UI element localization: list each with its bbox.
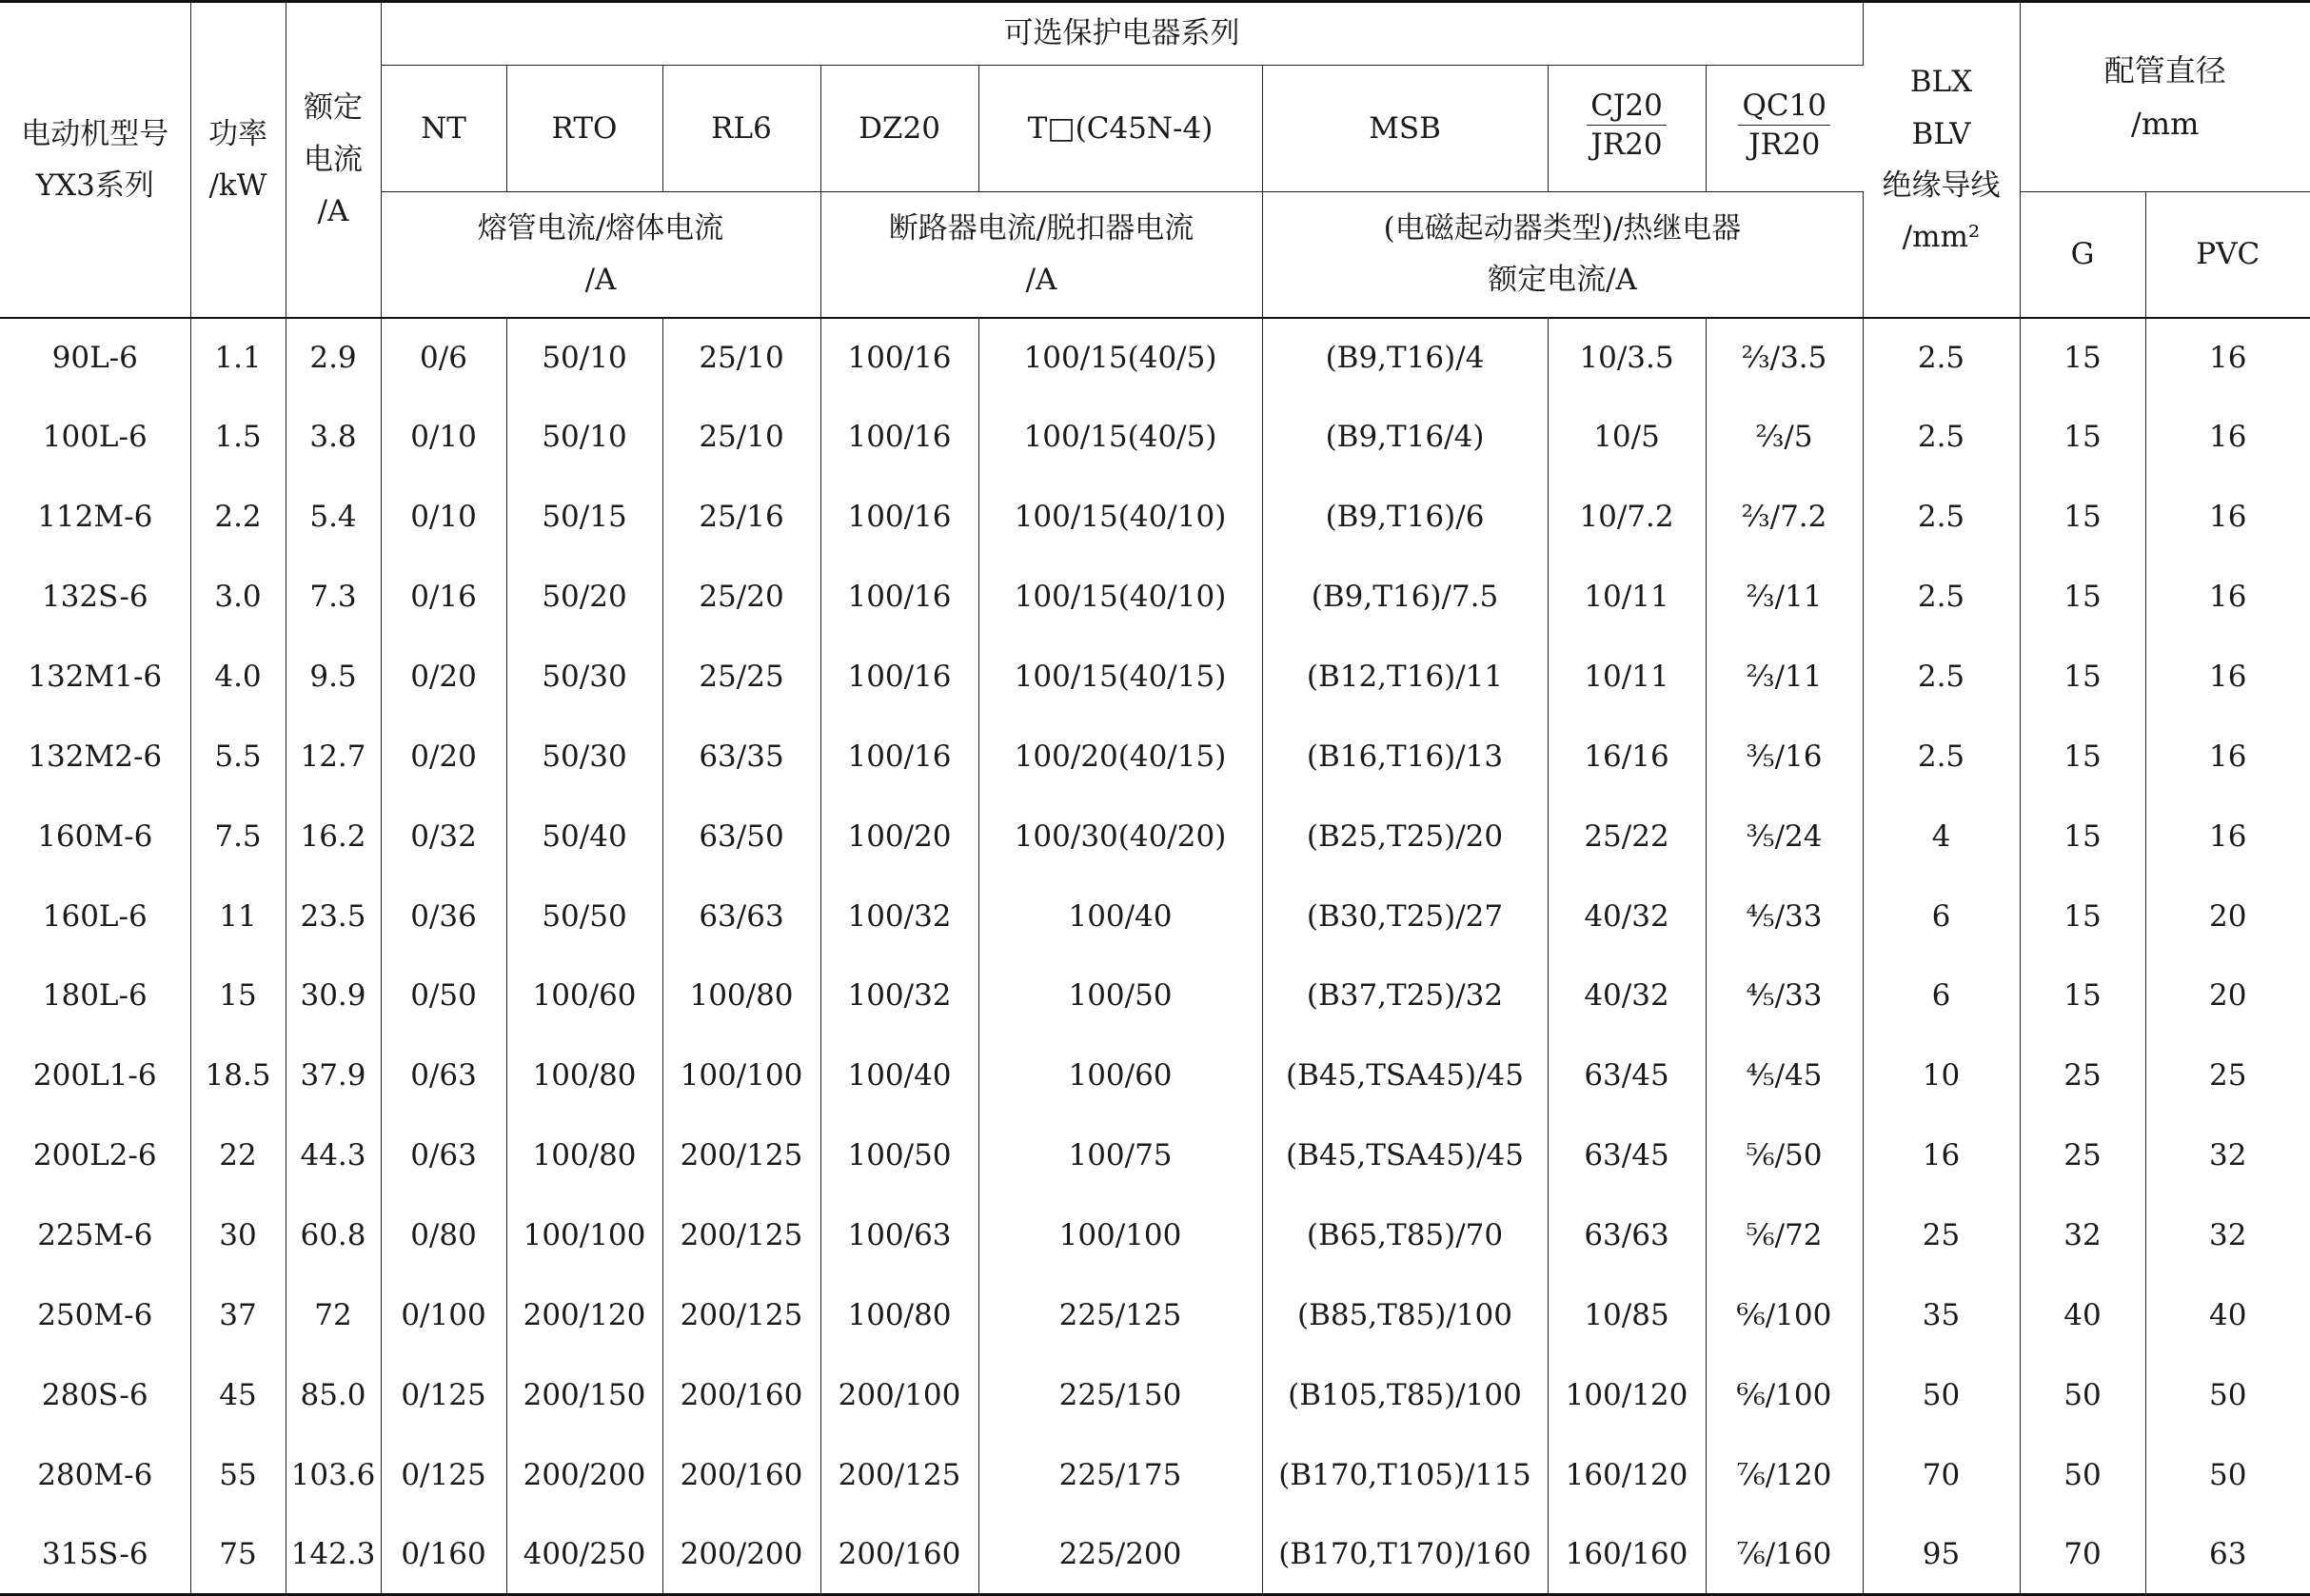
- cell-pipe-pvc: 32: [2209, 1218, 2247, 1253]
- cell-rated-current: 7.3: [286, 557, 381, 637]
- header-power: 功率 /kW: [190, 2, 286, 318]
- cell-rl6: 25/20: [662, 557, 820, 637]
- cell-power: 75: [190, 1515, 286, 1595]
- table-row: [0, 1515, 2310, 1595]
- cell-rated-current: 142.3: [286, 1515, 381, 1595]
- cell-model: 200L1-6: [0, 1035, 190, 1115]
- cell-dz20: 100/16: [820, 477, 978, 557]
- cell-rl6: 25/25: [662, 637, 820, 717]
- cell-msb: (B16,T16)/13: [1262, 717, 1548, 797]
- cell-t-series: 100/30(40/20): [978, 797, 1262, 877]
- cell-rl6: 200/200: [662, 1515, 820, 1595]
- cell-msb: (B45,TSA45)/45: [1262, 1035, 1548, 1115]
- cell-qc10-jr20: ⅚/50: [1706, 1115, 1863, 1195]
- cell-pipe-g: 70: [2020, 1515, 2145, 1595]
- cell-model: 180L-6: [0, 956, 190, 1036]
- cell-pipe-pvc: 50: [2209, 1457, 2247, 1492]
- cell-rl6: 63/50: [662, 797, 820, 877]
- cell-nt: 0/20: [381, 637, 506, 717]
- cell-rated-current: 5.4: [286, 477, 381, 557]
- cell-pipe-g: 15: [2020, 477, 2145, 557]
- cell-pipe-g: 32: [2020, 1195, 2145, 1275]
- cell-t-series: 100/15(40/10): [978, 477, 1262, 557]
- cell-qc10-jr20: ⁶⁄₆/100: [1706, 1275, 1863, 1355]
- cell-rl6: 100/80: [662, 956, 820, 1036]
- cell-t-series: 100/15(40/5): [978, 397, 1262, 477]
- cell-nt: 0/80: [381, 1195, 506, 1275]
- cell-dz20: 100/16: [820, 397, 978, 477]
- cell-t-series: 225/125: [978, 1275, 1262, 1355]
- cell-rated-current: 2.9: [286, 318, 381, 398]
- cell-pipe-pvc: 20: [2209, 978, 2247, 1014]
- header-cj20-jr20: [1548, 66, 1706, 192]
- cell-rl6: 200/125: [662, 1275, 820, 1355]
- cell-wire: 2.5: [1863, 477, 2020, 557]
- cell-model: 112M-6: [0, 477, 190, 557]
- header-nt: NT: [381, 66, 506, 192]
- header-rto: RTO: [506, 66, 662, 192]
- cell-model: 280S-6: [0, 1355, 190, 1435]
- cell-rto: 200/120: [506, 1275, 662, 1355]
- cell-cj20-jr20: 63/63: [1548, 1195, 1706, 1275]
- cell-wire: 25: [1863, 1195, 2020, 1275]
- table-row: [0, 1275, 2310, 1355]
- cell-wire: 16: [1863, 1115, 2020, 1195]
- cell-power: 11: [190, 877, 286, 956]
- cell-qc10-jr20: ⁷⁄₆/120: [1706, 1435, 1863, 1515]
- cell-t-series: 225/200: [978, 1515, 1262, 1595]
- cell-dz20: 100/50: [820, 1115, 978, 1195]
- cell-cj20-jr20: 10/7.2: [1548, 477, 1706, 557]
- cell-pipe-g: 50: [2020, 1435, 2145, 1515]
- cell-pipe-g: 50: [2020, 1355, 2145, 1435]
- cell-t-series: 100/40: [978, 877, 1262, 956]
- table-body: [0, 318, 2310, 1595]
- cell-pipe-g: 25: [2020, 1115, 2145, 1195]
- cell-t-series: 100/100: [978, 1195, 1262, 1275]
- fraction-label: [1738, 87, 1830, 165]
- cell-rated-current: 103.6: [286, 1435, 381, 1515]
- cell-pipe-pvc: 20: [2209, 898, 2247, 934]
- cell-dz20: 100/32: [820, 956, 978, 1036]
- cell-cj20-jr20: 160/120: [1548, 1435, 1706, 1515]
- cell-nt: 0/36: [381, 877, 506, 956]
- cell-cj20-jr20: 10/85: [1548, 1275, 1706, 1355]
- cell-qc10-jr20: ⅗/16: [1706, 717, 1863, 797]
- header-pipe-diameter: 配管直径 /mm: [2020, 2, 2310, 192]
- cell-model: 160M-6: [0, 797, 190, 877]
- cell-pipe-g: 15: [2020, 557, 2145, 637]
- cell-rl6: 200/125: [662, 1115, 820, 1195]
- cell-rto: 400/250: [506, 1515, 662, 1595]
- table-row: [0, 1195, 2310, 1275]
- cell-rl6: 63/63: [662, 877, 820, 956]
- cell-pipe-pvc: 25: [2209, 1058, 2247, 1094]
- cell-wire: 2.5: [1863, 637, 2020, 717]
- cell-model: 200L2-6: [0, 1115, 190, 1195]
- header-fuse-current: 熔管电流/熔体电流 /A: [381, 192, 820, 318]
- header-motor-model: 电动机型号 YX3系列: [0, 2, 190, 318]
- cell-cj20-jr20: 40/32: [1548, 956, 1706, 1036]
- table-row: [0, 1355, 2310, 1435]
- cell-dz20: 200/160: [820, 1515, 978, 1595]
- cell-nt: 0/16: [381, 557, 506, 637]
- table-row: [0, 557, 2310, 637]
- cell-qc10-jr20: ⁶⁄₆/100: [1706, 1355, 1863, 1435]
- cell-nt: 0/63: [381, 1035, 506, 1115]
- numerator: QC10: [1738, 87, 1830, 126]
- table-header: [0, 2, 2310, 318]
- cell-nt: 0/10: [381, 477, 506, 557]
- table-row: [0, 397, 2310, 477]
- cell-power: 37: [190, 1275, 286, 1355]
- cell-power: 18.5: [190, 1035, 286, 1115]
- cell-model: 280M-6: [0, 1435, 190, 1515]
- cell-wire: 4: [1863, 797, 2020, 877]
- cell-t-series: 100/15(40/5): [978, 318, 1262, 398]
- cell-cj20-jr20: 10/3.5: [1548, 318, 1706, 398]
- cell-cj20-jr20: 100/120: [1548, 1355, 1706, 1435]
- numerator: CJ20: [1587, 87, 1667, 126]
- cell-rated-current: 37.9: [286, 1035, 381, 1115]
- cell-t-series: 100/15(40/10): [978, 557, 1262, 637]
- cell-power: 3.0: [190, 557, 286, 637]
- cell-rl6: 200/160: [662, 1355, 820, 1435]
- cell-rto: 50/10: [506, 397, 662, 477]
- cell-model: 160L-6: [0, 877, 190, 956]
- cell-dz20: 200/100: [820, 1355, 978, 1435]
- cell-t-series: 100/60: [978, 1035, 1262, 1115]
- cell-pipe-g: 15: [2020, 717, 2145, 797]
- cell-rto: 50/20: [506, 557, 662, 637]
- cell-t-series: 100/15(40/15): [978, 637, 1262, 717]
- cell-nt: 0/125: [381, 1355, 506, 1435]
- cell-rto: 100/80: [506, 1035, 662, 1115]
- cell-cj20-jr20: 10/11: [1548, 637, 1706, 717]
- cell-msb: (B9,T16)/7.5: [1262, 557, 1548, 637]
- cell-model: 315S-6: [0, 1515, 190, 1595]
- cell-msb: (B65,T85)/70: [1262, 1195, 1548, 1275]
- cell-rl6: 100/100: [662, 1035, 820, 1115]
- cell-power: 45: [190, 1355, 286, 1435]
- cell-qc10-jr20: ⅔/11: [1706, 637, 1863, 717]
- cell-rto: 100/80: [506, 1115, 662, 1195]
- cell-msb: (B9,T16)/6: [1262, 477, 1548, 557]
- cell-wire: 6: [1863, 956, 2020, 1036]
- cell-rated-current: 12.7: [286, 717, 381, 797]
- cell-rto: 50/10: [506, 318, 662, 398]
- cell-model: 132M1-6: [0, 637, 190, 717]
- cell-rto: 50/50: [506, 877, 662, 956]
- cell-qc10-jr20: ⅔/5: [1706, 397, 1863, 477]
- cell-power: 55: [190, 1435, 286, 1515]
- cell-msb: (B170,T170)/160: [1262, 1515, 1548, 1595]
- cell-nt: 0/100: [381, 1275, 506, 1355]
- header-pipe-pvc: PVC: [2145, 192, 2310, 318]
- cell-rated-current: 9.5: [286, 637, 381, 717]
- cell-pipe-pvc: 16: [2209, 659, 2247, 694]
- cell-rl6: 200/160: [662, 1435, 820, 1515]
- cell-rto: 100/100: [506, 1195, 662, 1275]
- cell-cj20-jr20: 10/11: [1548, 557, 1706, 637]
- table-row: [0, 797, 2310, 877]
- cell-rated-current: 44.3: [286, 1115, 381, 1195]
- cell-dz20: 100/20: [820, 797, 978, 877]
- cell-pipe-pvc: 16: [2209, 818, 2247, 854]
- header-t-series: T□(C45N-4): [978, 66, 1262, 192]
- cell-dz20: 100/40: [820, 1035, 978, 1115]
- cell-pipe-g: 15: [2020, 637, 2145, 717]
- cell-wire: 2.5: [1863, 557, 2020, 637]
- table-row: [0, 1115, 2310, 1195]
- cell-qc10-jr20: ⅔/3.5: [1706, 318, 1863, 398]
- table-row: [0, 877, 2310, 956]
- cell-t-series: 100/20(40/15): [978, 717, 1262, 797]
- cell-power: 1.5: [190, 397, 286, 477]
- cell-pipe-g: 15: [2020, 797, 2145, 877]
- cell-pipe-pvc: 40: [2209, 1297, 2247, 1332]
- cell-msb: (B37,T25)/32: [1262, 956, 1548, 1036]
- cell-rto: 50/30: [506, 637, 662, 717]
- cell-nt: 0/20: [381, 717, 506, 797]
- cell-msb: (B9,T16)/4: [1262, 318, 1548, 398]
- cell-rated-current: 60.8: [286, 1195, 381, 1275]
- cell-wire: 6: [1863, 877, 2020, 956]
- cell-pipe-pvc: 16: [2209, 340, 2247, 375]
- cell-wire: 35: [1863, 1275, 2020, 1355]
- cell-power: 4.0: [190, 637, 286, 717]
- cell-nt: 0/32: [381, 797, 506, 877]
- cell-wire: 70: [1863, 1435, 2020, 1515]
- cell-wire: 95: [1863, 1515, 2020, 1595]
- cell-qc10-jr20: ⅘/33: [1706, 956, 1863, 1036]
- cell-t-series: 225/150: [978, 1355, 1262, 1435]
- cell-cj20-jr20: 160/160: [1548, 1515, 1706, 1595]
- cell-pipe-pvc: 16: [2209, 580, 2247, 615]
- table-row: [0, 1435, 2310, 1515]
- cell-power: 1.1: [190, 318, 286, 398]
- cell-nt: 0/10: [381, 397, 506, 477]
- cell-cj20-jr20: 63/45: [1548, 1035, 1706, 1115]
- cell-qc10-jr20: ⁷⁄₆/160: [1706, 1515, 1863, 1595]
- cell-msb: (B12,T16)/11: [1262, 637, 1548, 717]
- cell-dz20: 100/63: [820, 1195, 978, 1275]
- cell-nt: 0/6: [381, 318, 506, 398]
- cell-power: 2.2: [190, 477, 286, 557]
- cell-rl6: 25/10: [662, 397, 820, 477]
- cell-qc10-jr20: ⅔/7.2: [1706, 477, 1863, 557]
- cell-rated-current: 85.0: [286, 1355, 381, 1435]
- cell-t-series: 100/75: [978, 1115, 1262, 1195]
- cell-power: 30: [190, 1195, 286, 1275]
- fraction-label: [1587, 87, 1667, 165]
- table-row: [0, 1035, 2310, 1115]
- cell-cj20-jr20: 25/22: [1548, 797, 1706, 877]
- cell-pipe-pvc: 32: [2209, 1138, 2247, 1173]
- header-rated-current: 额定 电流 /A: [286, 2, 381, 318]
- cell-model: 250M-6: [0, 1275, 190, 1355]
- cell-msb: (B85,T85)/100: [1262, 1275, 1548, 1355]
- cell-cj20-jr20: 40/32: [1548, 877, 1706, 956]
- denominator: JR20: [1748, 128, 1821, 163]
- cell-t-series: 225/175: [978, 1435, 1262, 1515]
- cell-rto: 200/200: [506, 1435, 662, 1515]
- cell-msb: (B25,T25)/20: [1262, 797, 1548, 877]
- cell-dz20: 100/80: [820, 1275, 978, 1355]
- cell-rto: 50/40: [506, 797, 662, 877]
- cell-pipe-pvc: 50: [2209, 1377, 2247, 1412]
- cell-rl6: 200/125: [662, 1195, 820, 1275]
- header-qc10-jr20: [1706, 66, 1863, 192]
- cell-wire: 50: [1863, 1355, 2020, 1435]
- cell-nt: 0/63: [381, 1115, 506, 1195]
- cell-cj20-jr20: 16/16: [1548, 717, 1706, 797]
- cell-rto: 50/15: [506, 477, 662, 557]
- cell-model: 132M2-6: [0, 717, 190, 797]
- header-starter-relay-current: (电磁起动器类型)/热继电器 额定电流/A: [1262, 192, 1863, 318]
- cell-model: 225M-6: [0, 1195, 190, 1275]
- table-row: [0, 637, 2310, 717]
- header-rl6: RL6: [662, 66, 820, 192]
- header-pipe-g: G: [2020, 192, 2145, 318]
- cell-power: 5.5: [190, 717, 286, 797]
- cell-pipe-pvc: 16: [2209, 500, 2247, 535]
- cell-rto: 200/150: [506, 1355, 662, 1435]
- header-insulated-wire: BLX BLV 绝缘导线 /mm²: [1863, 2, 2020, 318]
- header-protection-series: 可选保护电器系列: [381, 2, 1863, 66]
- cell-rated-current: 23.5: [286, 877, 381, 956]
- header-msb: MSB: [1262, 66, 1548, 192]
- cell-msb: (B30,T25)/27: [1262, 877, 1548, 956]
- cell-msb: (B105,T85)/100: [1262, 1355, 1548, 1435]
- cell-wire: 2.5: [1863, 318, 2020, 398]
- cell-rto: 50/30: [506, 717, 662, 797]
- cell-cj20-jr20: 63/45: [1548, 1115, 1706, 1195]
- cell-qc10-jr20: ⅚/72: [1706, 1195, 1863, 1275]
- table-row: [0, 477, 2310, 557]
- cell-pipe-g: 40: [2020, 1275, 2145, 1355]
- cell-pipe-g: 15: [2020, 318, 2145, 398]
- cell-msb: (B45,TSA45)/45: [1262, 1115, 1548, 1195]
- cell-rated-current: 3.8: [286, 397, 381, 477]
- cell-model: 90L-6: [0, 318, 190, 398]
- cell-msb: (B170,T105)/115: [1262, 1435, 1548, 1515]
- cell-rl6: 25/16: [662, 477, 820, 557]
- cell-pipe-g: 15: [2020, 956, 2145, 1036]
- cell-dz20: 200/125: [820, 1435, 978, 1515]
- cell-pipe-g: 15: [2020, 397, 2145, 477]
- cell-nt: 0/50: [381, 956, 506, 1036]
- cell-dz20: 100/16: [820, 318, 978, 398]
- cell-dz20: 100/32: [820, 877, 978, 956]
- cell-rl6: 25/10: [662, 318, 820, 398]
- cell-qc10-jr20: ⅗/24: [1706, 797, 1863, 877]
- cell-dz20: 100/16: [820, 717, 978, 797]
- cell-qc10-jr20: ⅘/33: [1706, 877, 1863, 956]
- cell-msb: (B9,T16/4): [1262, 397, 1548, 477]
- cell-qc10-jr20: ⅔/11: [1706, 557, 1863, 637]
- cell-model: 100L-6: [0, 397, 190, 477]
- cell-pipe-pvc: 16: [2209, 739, 2247, 774]
- cell-power: 7.5: [190, 797, 286, 877]
- cell-qc10-jr20: ⅘/45: [1706, 1035, 1863, 1115]
- denominator: JR20: [1590, 128, 1663, 163]
- cell-wire: 2.5: [1863, 717, 2020, 797]
- cell-rto: 100/60: [506, 956, 662, 1036]
- header-breaker-current: 断路器电流/脱扣器电流 /A: [820, 192, 1262, 318]
- cell-rated-current: 16.2: [286, 797, 381, 877]
- table-row: [0, 956, 2310, 1036]
- cell-rated-current: 30.9: [286, 956, 381, 1036]
- cell-pipe-pvc: 63: [2145, 1515, 2310, 1595]
- header-dz20: DZ20: [820, 66, 978, 192]
- cell-dz20: 100/16: [820, 557, 978, 637]
- cell-pipe-g: 15: [2020, 877, 2145, 956]
- cell-cj20-jr20: 10/5: [1548, 397, 1706, 477]
- cell-t-series: 100/50: [978, 956, 1262, 1036]
- cell-power: 22: [190, 1115, 286, 1195]
- cell-wire: 10: [1863, 1035, 2020, 1115]
- cell-wire: 2.5: [1863, 397, 2020, 477]
- cell-pipe-g: 25: [2020, 1035, 2145, 1115]
- cell-dz20: 100/16: [820, 637, 978, 717]
- table-row: [0, 318, 2310, 398]
- cell-rated-current: 72: [286, 1275, 381, 1355]
- cell-rl6: 63/35: [662, 717, 820, 797]
- cell-pipe-pvc: 16: [2209, 420, 2247, 455]
- cell-nt: 0/125: [381, 1435, 506, 1515]
- table-row: [0, 717, 2310, 797]
- cell-nt: 0/160: [381, 1515, 506, 1595]
- cell-model: 132S-6: [0, 557, 190, 637]
- cell-power: 15: [190, 956, 286, 1036]
